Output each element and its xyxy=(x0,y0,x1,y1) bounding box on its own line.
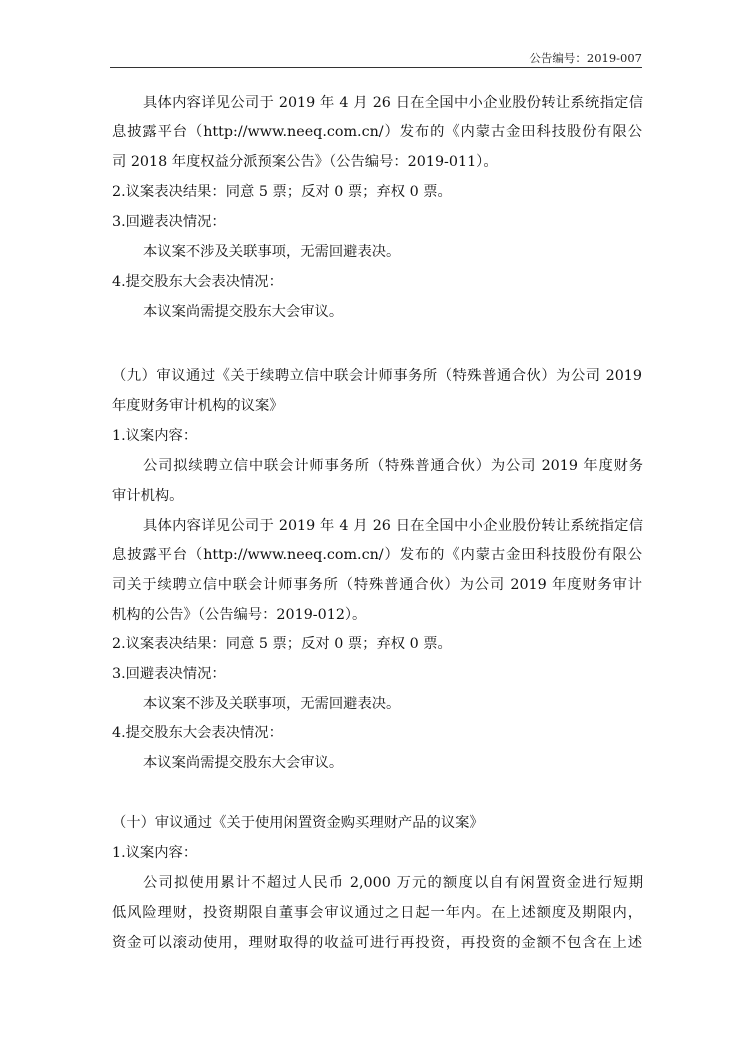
paragraph-line: 2.议案表决结果：同意 5 票；反对 0 票；弃权 0 票。 xyxy=(112,184,452,200)
paragraph-line: 司关于续聘立信中联会计师事务所（特殊普通合伙）为公司 2019 年度财务审计 xyxy=(112,577,642,593)
paragraph-line: 公司拟续聘立信中联会计师事务所（特殊普通合伙）为公司 2019 年度财务 xyxy=(143,458,643,474)
paragraph-line: 息披露平台（http://www.neeq.com.cn/）发布的《内蒙古金田科技股份有限公 xyxy=(112,124,642,140)
paragraph-line: 低风险理财，投资期限自董事会审议通过之日起一年内。在上述额度及期限内， xyxy=(112,905,642,921)
resolution-title: 年度财务审计机构的议案》 xyxy=(112,398,284,414)
paragraph-line: 机构的公告》（公告编号：2019-012）。 xyxy=(112,607,367,623)
section-label: 3.回避表决情况： xyxy=(112,214,226,230)
paragraph-line: 本议案尚需提交股东大会审议。 xyxy=(143,304,344,320)
section-label: 1.议案内容： xyxy=(112,845,198,861)
paragraph-line: 司 2018 年度权益分派预案公告》（公告编号：2019-011）。 xyxy=(112,154,498,170)
paragraph-line: 具体内容详见公司于 2019 年 4 月 26 日在全国中小企业股份转让系统指定信 xyxy=(143,518,643,534)
section-label: 3.回避表决情况： xyxy=(112,666,226,682)
paragraph-line: 本议案不涉及关联事项，无需回避表决。 xyxy=(143,244,401,260)
resolution-title: （九）审议通过《关于续聘立信中联会计师事务所（特殊普通合伙）为公司 2019 xyxy=(112,368,642,384)
resolution-title: （十）审议通过《关于使用闲置资金购买理财产品的议案》 xyxy=(112,815,484,831)
section-label: 4.提交股东大会表决情况： xyxy=(112,725,283,741)
paragraph-line: 2.议案表决结果：同意 5 票；反对 0 票；弃权 0 票。 xyxy=(112,636,452,652)
paragraph-line: 具体内容详见公司于 2019 年 4 月 26 日在全国中小企业股份转让系统指定信 xyxy=(143,95,643,111)
paragraph-line: 息披露平台（http://www.neeq.com.cn/）发布的《内蒙古金田科技股份有限公 xyxy=(112,547,642,563)
section-label: 4.提交股东大会表决情况： xyxy=(112,274,283,290)
paragraph-line: 公司拟使用累计不超过人民币 2,000 万元的额度以自有闲置资金进行短期 xyxy=(143,875,643,891)
paragraph-line: 本议案不涉及关联事项，无需回避表决。 xyxy=(143,696,401,712)
section-label: 1.议案内容： xyxy=(112,428,198,444)
announcement-number: 公告编号：2019-007 xyxy=(529,51,642,65)
paragraph-line: 资金可以滚动使用，理财取得的收益可进行再投资，再投资的金额不包含在上述 xyxy=(112,935,642,951)
paragraph-line: 本议案尚需提交股东大会审议。 xyxy=(143,755,344,771)
header-rule xyxy=(110,67,642,68)
paragraph-line: 审计机构。 xyxy=(112,488,184,504)
